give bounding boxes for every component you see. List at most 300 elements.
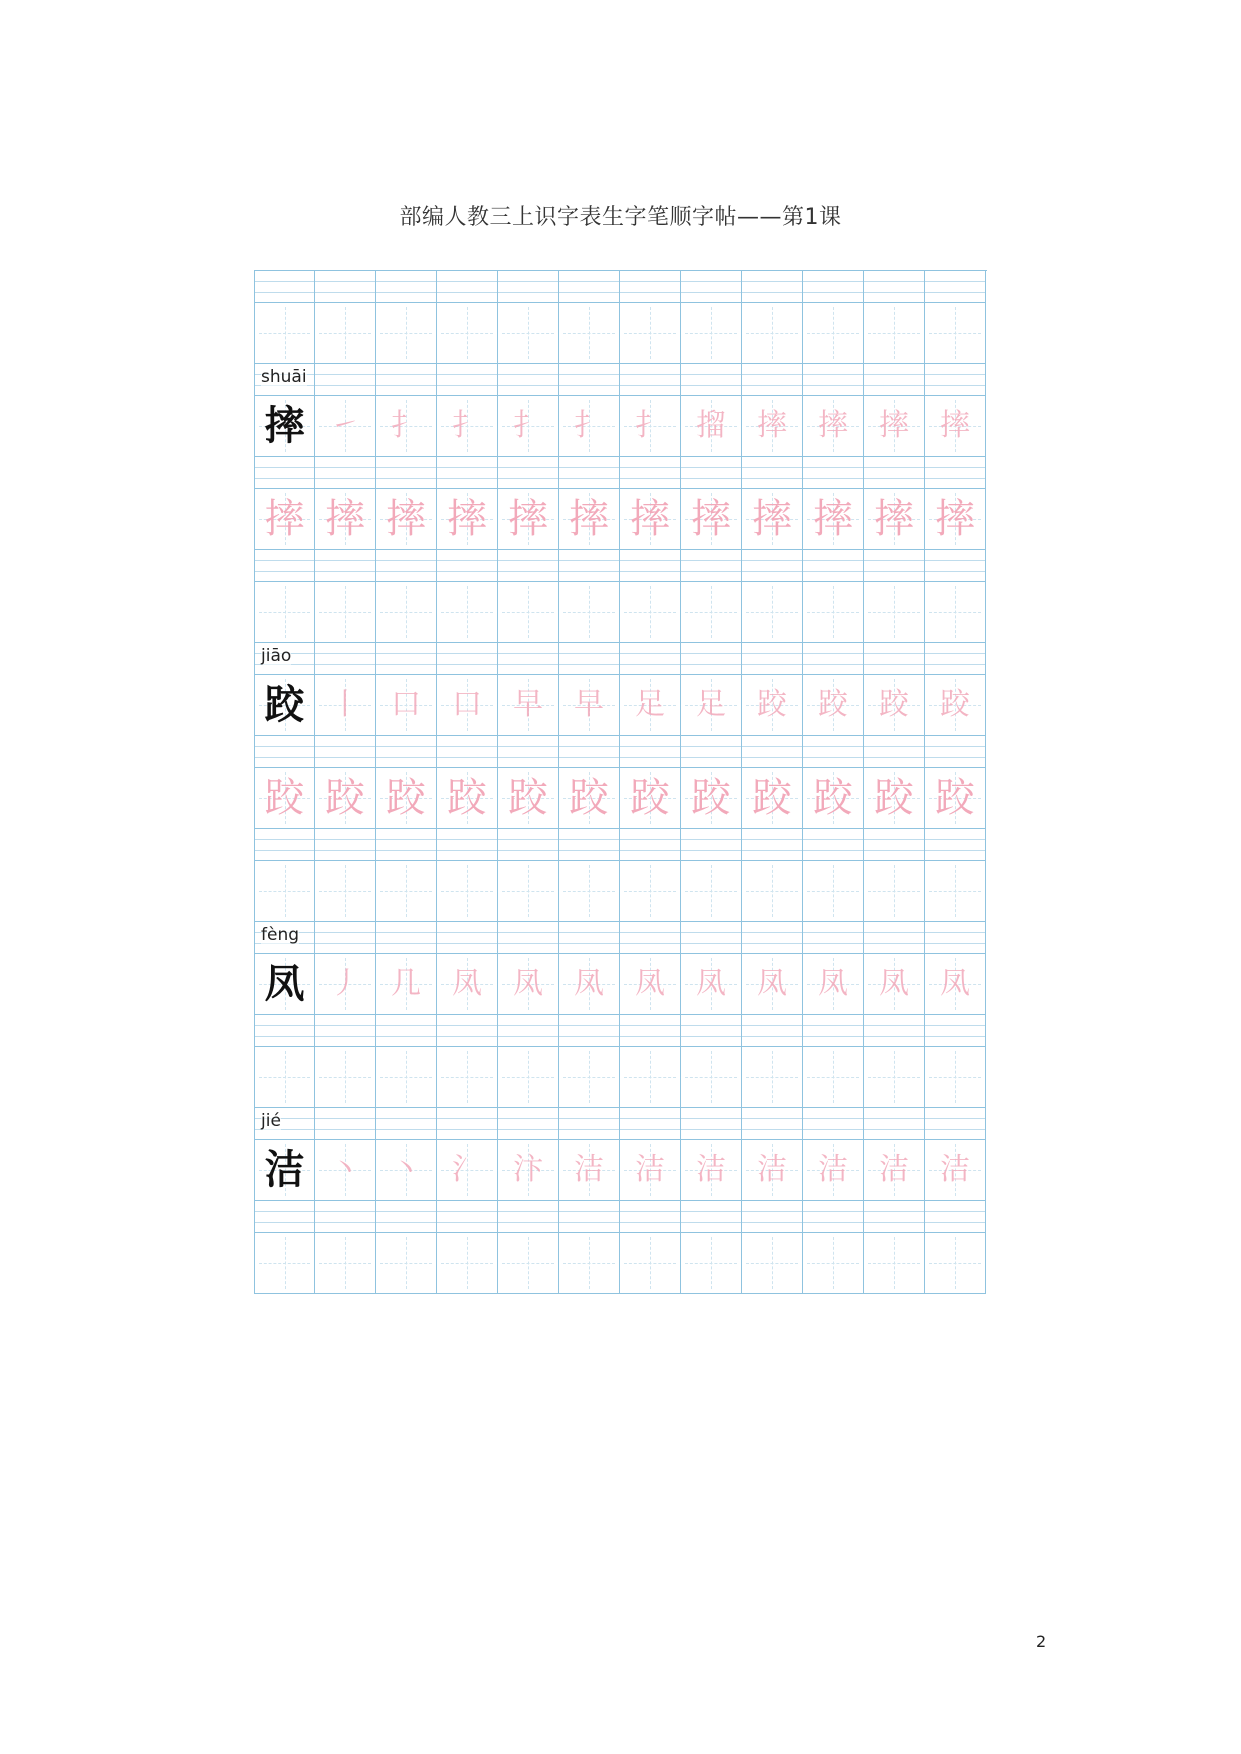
pinyin-cell bbox=[803, 643, 864, 675]
writing-cell bbox=[255, 396, 315, 457]
writing-row bbox=[255, 1047, 987, 1108]
writing-cell bbox=[864, 582, 925, 643]
pinyin-cell bbox=[498, 550, 559, 582]
pinyin-cell bbox=[864, 271, 925, 303]
stroke-step: ㇀ bbox=[330, 408, 360, 443]
writing-cell bbox=[315, 954, 376, 1015]
writing-cell bbox=[864, 954, 925, 1015]
writing-cell bbox=[742, 954, 803, 1015]
writing-cell bbox=[864, 768, 925, 829]
writing-cell bbox=[498, 303, 559, 364]
pinyin-cell bbox=[620, 1015, 681, 1047]
trace-character: 摔 bbox=[447, 496, 487, 542]
pinyin-cell bbox=[498, 922, 559, 954]
pinyin-cell bbox=[315, 550, 376, 582]
writing-cell bbox=[315, 396, 376, 457]
stroke-step: 跤 bbox=[940, 687, 970, 722]
pinyin-label: jiāo bbox=[261, 646, 292, 666]
pinyin-cell bbox=[803, 550, 864, 582]
trace-character: 摔 bbox=[508, 496, 548, 542]
trace-character: 摔 bbox=[874, 496, 914, 542]
writing-cell bbox=[498, 861, 559, 922]
pinyin-cell bbox=[376, 1108, 437, 1140]
writing-cell bbox=[437, 861, 498, 922]
pinyin-cell bbox=[559, 1015, 620, 1047]
writing-cell bbox=[864, 303, 925, 364]
pinyin-cell bbox=[864, 643, 925, 675]
stroke-step: 洁 bbox=[574, 1152, 604, 1187]
trace-character: 摔 bbox=[325, 496, 365, 542]
pinyin-band bbox=[255, 271, 987, 303]
stroke-step: 凤 bbox=[757, 966, 787, 1001]
writing-cell bbox=[559, 861, 620, 922]
writing-cell bbox=[681, 489, 742, 550]
writing-cell bbox=[315, 768, 376, 829]
pinyin-cell bbox=[620, 829, 681, 861]
writing-cell bbox=[925, 582, 986, 643]
pinyin-band bbox=[255, 550, 987, 582]
writing-cell bbox=[498, 489, 559, 550]
trace-character: 跤 bbox=[447, 775, 487, 821]
writing-cell bbox=[315, 489, 376, 550]
writing-cell bbox=[742, 675, 803, 736]
model-character: 摔 bbox=[264, 402, 305, 449]
writing-cell bbox=[742, 1140, 803, 1201]
writing-cell bbox=[376, 1140, 437, 1201]
stroke-step: 早 bbox=[574, 687, 604, 722]
writing-cell bbox=[498, 582, 559, 643]
stroke-step: 口 bbox=[452, 687, 482, 722]
stroke-step: 扌 bbox=[513, 408, 543, 443]
stroke-step: 早 bbox=[513, 687, 543, 722]
writing-cell bbox=[437, 582, 498, 643]
pinyin-cell bbox=[620, 736, 681, 768]
pinyin-cell bbox=[255, 643, 315, 675]
writing-cell bbox=[559, 396, 620, 457]
writing-cell bbox=[864, 675, 925, 736]
pinyin-cell bbox=[437, 736, 498, 768]
pinyin-band bbox=[255, 1201, 987, 1233]
writing-cell bbox=[255, 675, 315, 736]
writing-cell bbox=[437, 1047, 498, 1108]
writing-cell bbox=[437, 768, 498, 829]
writing-cell bbox=[255, 954, 315, 1015]
writing-cell bbox=[315, 1233, 376, 1294]
pinyin-cell bbox=[498, 643, 559, 675]
writing-cell bbox=[376, 396, 437, 457]
writing-cell bbox=[376, 954, 437, 1015]
pinyin-cell bbox=[437, 1201, 498, 1233]
writing-cell bbox=[803, 954, 864, 1015]
stroke-step: 洁 bbox=[635, 1152, 665, 1187]
writing-cell bbox=[255, 1047, 315, 1108]
pinyin-cell bbox=[498, 271, 559, 303]
writing-cell bbox=[742, 768, 803, 829]
writing-cell bbox=[742, 582, 803, 643]
model-character: 凤 bbox=[264, 960, 305, 1007]
stroke-step: 扌 bbox=[452, 408, 482, 443]
writing-cell bbox=[925, 489, 986, 550]
writing-cell bbox=[742, 303, 803, 364]
pinyin-cell bbox=[498, 1108, 559, 1140]
writing-cell bbox=[437, 1233, 498, 1294]
writing-cell bbox=[376, 303, 437, 364]
writing-cell bbox=[925, 396, 986, 457]
pinyin-band bbox=[255, 829, 987, 861]
pinyin-cell bbox=[498, 364, 559, 396]
writing-cell bbox=[559, 1233, 620, 1294]
pinyin-cell bbox=[559, 736, 620, 768]
pinyin-cell bbox=[803, 1108, 864, 1140]
pinyin-cell bbox=[864, 1108, 925, 1140]
pinyin-label: shuāi bbox=[261, 367, 307, 387]
pinyin-cell bbox=[376, 922, 437, 954]
stroke-step: 凤 bbox=[513, 966, 543, 1001]
writing-cell bbox=[498, 675, 559, 736]
writing-cell bbox=[255, 861, 315, 922]
pinyin-cell bbox=[803, 1015, 864, 1047]
stroke-step: 洁 bbox=[757, 1152, 787, 1187]
trace-character: 摔 bbox=[264, 496, 305, 542]
stroke-step: 扌 bbox=[635, 408, 665, 443]
stroke-step: 洁 bbox=[879, 1152, 909, 1187]
stroke-step: 凤 bbox=[818, 966, 848, 1001]
stroke-step: 跤 bbox=[818, 687, 848, 722]
pinyin-cell bbox=[255, 457, 315, 489]
trace-character: 跤 bbox=[691, 775, 731, 821]
writing-cell bbox=[620, 1233, 681, 1294]
page-title: 部编人教三上识字表生字笔顺字帖——第1课 bbox=[399, 205, 842, 230]
stroke-step: 足 bbox=[696, 687, 726, 722]
pinyin-cell bbox=[864, 364, 925, 396]
pinyin-cell bbox=[498, 1015, 559, 1047]
stroke-step: 洁 bbox=[940, 1152, 970, 1187]
writing-cell bbox=[803, 1140, 864, 1201]
writing-cell bbox=[376, 675, 437, 736]
trace-character: 摔 bbox=[691, 496, 731, 542]
writing-cell bbox=[620, 768, 681, 829]
trace-character: 摔 bbox=[630, 496, 670, 542]
stroke-step: 㨨 bbox=[696, 408, 726, 443]
pinyin-cell bbox=[864, 550, 925, 582]
pinyin-cell bbox=[742, 736, 803, 768]
pinyin-cell bbox=[559, 271, 620, 303]
pinyin-cell bbox=[620, 550, 681, 582]
trace-character: 跤 bbox=[386, 775, 426, 821]
writing-cell bbox=[925, 1047, 986, 1108]
trace-character: 跤 bbox=[935, 775, 975, 821]
writing-cell bbox=[742, 861, 803, 922]
pinyin-cell bbox=[925, 736, 986, 768]
trace-character: 跤 bbox=[813, 775, 853, 821]
pinyin-cell bbox=[620, 364, 681, 396]
writing-cell bbox=[437, 954, 498, 1015]
pinyin-cell bbox=[437, 550, 498, 582]
writing-cell bbox=[742, 1047, 803, 1108]
writing-cell bbox=[742, 1233, 803, 1294]
pinyin-cell bbox=[742, 457, 803, 489]
writing-cell bbox=[803, 396, 864, 457]
writing-cell bbox=[498, 1047, 559, 1108]
pinyin-cell bbox=[437, 829, 498, 861]
writing-cell bbox=[864, 1140, 925, 1201]
pinyin-cell bbox=[498, 1201, 559, 1233]
trace-character: 摔 bbox=[386, 496, 426, 542]
trace-character: 摔 bbox=[935, 496, 975, 542]
writing-cell bbox=[681, 396, 742, 457]
pinyin-cell bbox=[559, 829, 620, 861]
pinyin-cell bbox=[742, 1108, 803, 1140]
writing-cell bbox=[620, 861, 681, 922]
pinyin-cell bbox=[681, 736, 742, 768]
writing-cell bbox=[681, 675, 742, 736]
stroke-step: 洁 bbox=[696, 1152, 726, 1187]
writing-cell bbox=[559, 489, 620, 550]
pinyin-cell bbox=[315, 1108, 376, 1140]
writing-cell bbox=[315, 675, 376, 736]
writing-cell bbox=[864, 489, 925, 550]
writing-cell bbox=[620, 1140, 681, 1201]
pinyin-cell bbox=[559, 1108, 620, 1140]
writing-cell bbox=[559, 768, 620, 829]
writing-cell bbox=[559, 954, 620, 1015]
writing-row bbox=[255, 396, 987, 457]
writing-cell bbox=[498, 1140, 559, 1201]
writing-cell bbox=[376, 768, 437, 829]
writing-cell bbox=[620, 303, 681, 364]
pinyin-cell bbox=[498, 457, 559, 489]
stroke-step: 汴 bbox=[513, 1152, 543, 1187]
pinyin-cell bbox=[437, 271, 498, 303]
writing-row bbox=[255, 954, 987, 1015]
pinyin-cell bbox=[376, 271, 437, 303]
stroke-step: 足 bbox=[635, 687, 665, 722]
writing-cell bbox=[559, 582, 620, 643]
pinyin-cell bbox=[255, 922, 315, 954]
writing-cell bbox=[559, 1047, 620, 1108]
writing-row bbox=[255, 489, 987, 550]
pinyin-cell bbox=[925, 457, 986, 489]
model-character: 跤 bbox=[264, 681, 305, 728]
stroke-step: 丶 bbox=[391, 1152, 421, 1187]
writing-cell bbox=[315, 303, 376, 364]
pinyin-label: jié bbox=[261, 1111, 281, 1131]
writing-cell bbox=[315, 861, 376, 922]
writing-cell bbox=[803, 489, 864, 550]
pinyin-cell bbox=[315, 829, 376, 861]
writing-cell bbox=[620, 489, 681, 550]
stroke-step: 跤 bbox=[879, 687, 909, 722]
pinyin-cell bbox=[681, 643, 742, 675]
pinyin-cell bbox=[376, 829, 437, 861]
writing-cell bbox=[255, 768, 315, 829]
writing-cell bbox=[925, 675, 986, 736]
pinyin-band bbox=[255, 643, 987, 675]
stroke-step: 凤 bbox=[574, 966, 604, 1001]
stroke-step: 凤 bbox=[452, 966, 482, 1001]
pinyin-cell bbox=[376, 550, 437, 582]
trace-character: 跤 bbox=[569, 775, 609, 821]
stroke-step: 氵 bbox=[452, 1152, 482, 1187]
page-number: 2 bbox=[1036, 1632, 1047, 1651]
writing-cell bbox=[620, 675, 681, 736]
trace-character: 跤 bbox=[508, 775, 548, 821]
stroke-step: 扌 bbox=[574, 408, 604, 443]
writing-cell bbox=[620, 396, 681, 457]
writing-cell bbox=[925, 954, 986, 1015]
stroke-step: 扌 bbox=[391, 408, 421, 443]
pinyin-band bbox=[255, 1015, 987, 1047]
stroke-step: 口 bbox=[391, 687, 421, 722]
pinyin-cell bbox=[376, 364, 437, 396]
pinyin-cell bbox=[925, 364, 986, 396]
writing-row bbox=[255, 861, 987, 922]
writing-cell bbox=[864, 1233, 925, 1294]
trace-character: 跤 bbox=[325, 775, 365, 821]
pinyin-cell bbox=[925, 922, 986, 954]
pinyin-cell bbox=[803, 922, 864, 954]
writing-cell bbox=[498, 1233, 559, 1294]
pinyin-cell bbox=[315, 364, 376, 396]
stroke-step: 凤 bbox=[696, 966, 726, 1001]
stroke-step: 丿 bbox=[330, 966, 360, 1001]
pinyin-cell bbox=[255, 1108, 315, 1140]
pinyin-cell bbox=[803, 271, 864, 303]
writing-cell bbox=[620, 582, 681, 643]
trace-character: 跤 bbox=[752, 775, 792, 821]
writing-cell bbox=[925, 768, 986, 829]
writing-cell bbox=[255, 489, 315, 550]
pinyin-cell bbox=[803, 736, 864, 768]
pinyin-cell bbox=[315, 271, 376, 303]
writing-cell bbox=[498, 396, 559, 457]
writing-cell bbox=[925, 1140, 986, 1201]
writing-cell bbox=[255, 582, 315, 643]
pinyin-cell bbox=[742, 364, 803, 396]
pinyin-cell bbox=[864, 829, 925, 861]
pinyin-cell bbox=[620, 1201, 681, 1233]
writing-row bbox=[255, 582, 987, 643]
pinyin-cell bbox=[742, 643, 803, 675]
pinyin-cell bbox=[315, 643, 376, 675]
stroke-step: 丨 bbox=[330, 687, 360, 722]
pinyin-cell bbox=[255, 271, 315, 303]
trace-character: 摔 bbox=[813, 496, 853, 542]
pinyin-cell bbox=[620, 643, 681, 675]
stroke-step: 跤 bbox=[757, 687, 787, 722]
pinyin-cell bbox=[925, 271, 986, 303]
writing-cell bbox=[864, 861, 925, 922]
stroke-step: 凤 bbox=[879, 966, 909, 1001]
pinyin-cell bbox=[681, 1015, 742, 1047]
pinyin-cell bbox=[742, 271, 803, 303]
trace-character: 跤 bbox=[630, 775, 670, 821]
pinyin-cell bbox=[864, 922, 925, 954]
pinyin-cell bbox=[803, 1201, 864, 1233]
pinyin-cell bbox=[255, 364, 315, 396]
stroke-step: 洁 bbox=[818, 1152, 848, 1187]
pinyin-cell bbox=[681, 364, 742, 396]
writing-row bbox=[255, 768, 987, 829]
stroke-step: 丶 bbox=[330, 1152, 360, 1187]
pinyin-cell bbox=[437, 1015, 498, 1047]
pinyin-cell bbox=[376, 457, 437, 489]
writing-cell bbox=[803, 1233, 864, 1294]
pinyin-cell bbox=[437, 643, 498, 675]
writing-cell bbox=[803, 1047, 864, 1108]
writing-row bbox=[255, 675, 987, 736]
pinyin-cell bbox=[376, 736, 437, 768]
writing-cell bbox=[498, 954, 559, 1015]
writing-cell bbox=[681, 1047, 742, 1108]
writing-cell bbox=[498, 768, 559, 829]
pinyin-cell bbox=[376, 643, 437, 675]
pinyin-cell bbox=[742, 1015, 803, 1047]
writing-cell bbox=[315, 1047, 376, 1108]
writing-cell bbox=[681, 1140, 742, 1201]
writing-cell bbox=[681, 768, 742, 829]
writing-cell bbox=[559, 675, 620, 736]
pinyin-band bbox=[255, 364, 987, 396]
pinyin-cell bbox=[864, 1015, 925, 1047]
pinyin-cell bbox=[315, 736, 376, 768]
pinyin-cell bbox=[255, 550, 315, 582]
writing-cell bbox=[437, 489, 498, 550]
writing-cell bbox=[559, 303, 620, 364]
pinyin-cell bbox=[742, 1201, 803, 1233]
pinyin-cell bbox=[620, 271, 681, 303]
writing-cell bbox=[376, 861, 437, 922]
pinyin-cell bbox=[742, 550, 803, 582]
pinyin-cell bbox=[742, 922, 803, 954]
writing-cell bbox=[315, 1140, 376, 1201]
pinyin-cell bbox=[864, 457, 925, 489]
writing-cell bbox=[681, 861, 742, 922]
pinyin-cell bbox=[803, 457, 864, 489]
pinyin-cell bbox=[498, 829, 559, 861]
writing-cell bbox=[620, 954, 681, 1015]
pinyin-cell bbox=[925, 550, 986, 582]
trace-character: 摔 bbox=[752, 496, 792, 542]
writing-cell bbox=[803, 861, 864, 922]
writing-cell bbox=[255, 1233, 315, 1294]
writing-cell bbox=[803, 303, 864, 364]
pinyin-cell bbox=[925, 1015, 986, 1047]
practice-grid bbox=[254, 270, 987, 1294]
pinyin-cell bbox=[925, 829, 986, 861]
writing-cell bbox=[742, 489, 803, 550]
pinyin-cell bbox=[376, 1015, 437, 1047]
pinyin-cell bbox=[803, 829, 864, 861]
pinyin-cell bbox=[925, 643, 986, 675]
writing-cell bbox=[681, 954, 742, 1015]
pinyin-cell bbox=[681, 550, 742, 582]
pinyin-cell bbox=[559, 364, 620, 396]
writing-cell bbox=[376, 582, 437, 643]
trace-character: 跤 bbox=[874, 775, 914, 821]
writing-cell bbox=[437, 303, 498, 364]
writing-cell bbox=[315, 582, 376, 643]
pinyin-cell bbox=[864, 1201, 925, 1233]
writing-cell bbox=[925, 861, 986, 922]
pinyin-cell bbox=[681, 829, 742, 861]
pinyin-cell bbox=[255, 829, 315, 861]
pinyin-cell bbox=[681, 271, 742, 303]
pinyin-cell bbox=[681, 1108, 742, 1140]
pinyin-cell bbox=[681, 1201, 742, 1233]
pinyin-cell bbox=[255, 736, 315, 768]
pinyin-cell bbox=[681, 922, 742, 954]
